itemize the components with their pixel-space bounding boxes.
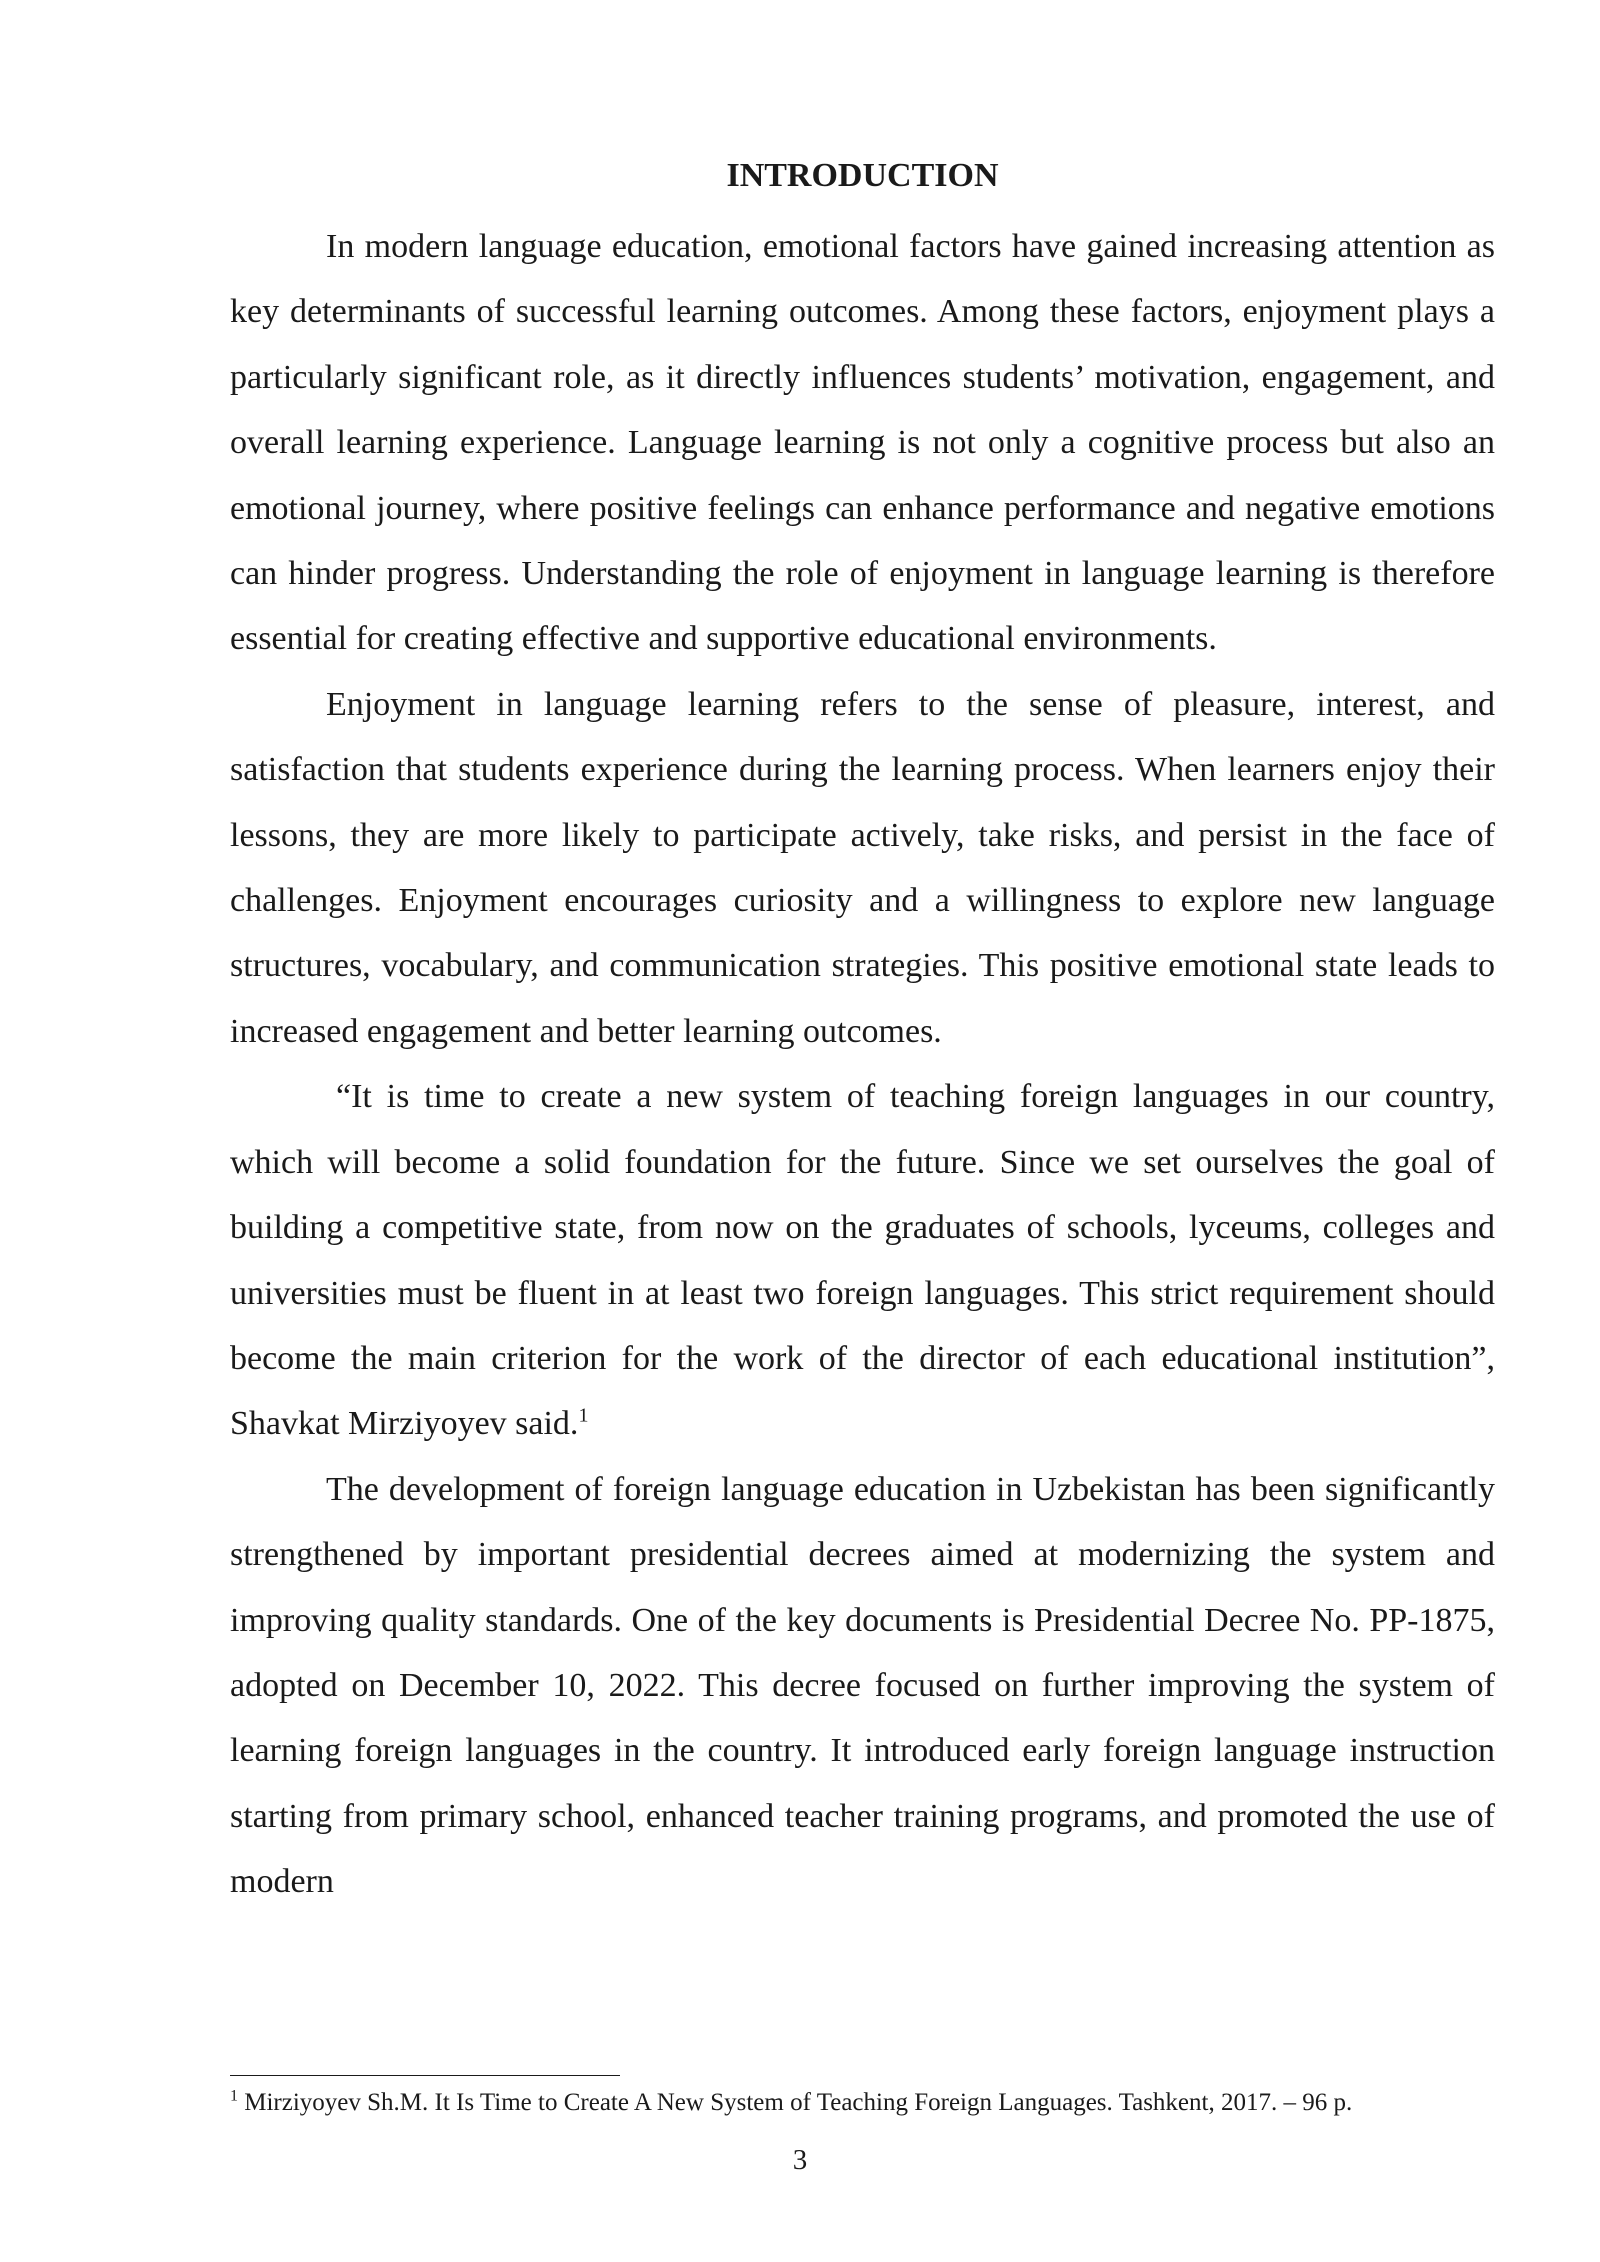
page-content	[230, 150, 1495, 1915]
footnote-text: Mirziyoyev Sh.M. It Is Time to Create A New System of Teaching Foreign Languages. Tashkent, 2017. – 96 p.	[238, 2089, 1353, 2116]
section-heading: INTRODUCTION	[726, 157, 999, 194]
paragraph-2: Enjoyment in language learning refers to the sense of pleasure, interest, and satisfaction that students experience during the learning process. When learners enjoy their lessons, they are more likely to participate actively, take risks, and persist in the face of challenges. Enjoyment encourages curiosity and a willingness to explore new language structures, vocabulary, and communication strategies. This positive emotional state leads to increased engagement and better learning outcomes.	[230, 685, 1495, 1050]
footnote	[230, 2085, 1495, 2121]
footnote-reference[interactable]: 1	[578, 1404, 589, 1427]
page-number: 3	[792, 2144, 808, 2176]
quote-paragraph	[230, 1064, 1495, 1456]
quote-text: “It is time to create a new system of teaching foreign languages in our country, which will become a solid foundation for the future. Since we set ourselves the goal of building a competitive state, from now on the graduates of schools, lyceums, colleges and universities must be fluent in at least two foreign languages. This strict requirement should become the main criterion for the work of the director of each educational institution”, Shavkat Mirziyoyev said.	[230, 1078, 1495, 1443]
footnote-separator	[230, 2075, 620, 2076]
paragraph-4: The development of foreign language education in Uzbekistan has been significantly strengthened by important presidential decrees aimed at modernizing the system and improving quality standards. One of the key documents is Presidential Decree No. PP-1875, adopted on December 10, 2022. This decree focused on further improving the system of learning foreign languages in the country. It introduced early foreign language instruction starting from primary school, enhanced teacher training programs, and promoted the use of modern	[230, 1470, 1495, 1901]
footnote-marker: 1	[230, 2087, 238, 2105]
paragraph-1: In modern language education, emotional factors have gained increasing attention as key determinants of successful learning outcomes. Among these factors, enjoyment plays a particularly significant role, as it directly influences students’ motivation, engagement, and overall learning experience. Language learning is not only a cognitive process but also an emotional journey, where positive feelings can enhance performance and negative emotions can hinder progress. Understanding the role of enjoyment in language learning is therefore essential for creating effective and supportive educational environments.	[230, 228, 1495, 658]
